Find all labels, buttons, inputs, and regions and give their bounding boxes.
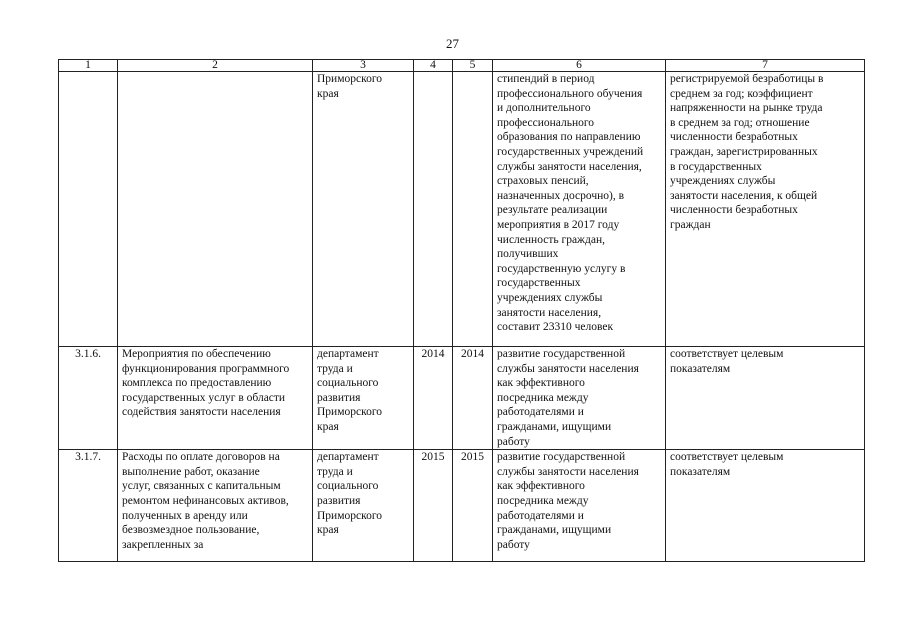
cell-text-line: работодателями и	[497, 509, 584, 522]
cell-indicator-link	[666, 450, 865, 562]
cell-text-line: составит 23310 человек	[497, 321, 614, 334]
cell-text-line: профессионального	[497, 116, 595, 129]
column-header-4: 4	[414, 60, 453, 72]
cell-text-line: труда и	[317, 465, 353, 478]
cell-text-line: департамент	[317, 348, 379, 360]
cell-text-line: образования по направлению	[497, 131, 641, 144]
cell-end-year	[453, 72, 493, 347]
cell-text-line: развитие государственной	[497, 451, 626, 464]
cell-text-line: Приморского	[317, 73, 383, 85]
cell-text-line: государственных учреждений	[497, 145, 644, 158]
cell-text-line: мероприятия в 2017 году	[497, 218, 620, 231]
cell-text-line: страховых пенсий,	[497, 175, 589, 188]
cell-text-line: численности безработных	[670, 131, 798, 144]
cell-text-line: развития	[317, 391, 361, 404]
cell-text-line: департамент	[317, 451, 379, 464]
cell-text-line: численность граждан,	[497, 233, 605, 246]
cell-number: 3.1.6.	[59, 347, 118, 450]
column-header-3: 3	[313, 60, 414, 72]
cell-text-line: содействия занятости населения	[122, 406, 281, 419]
column-number-header	[59, 60, 865, 72]
page-number: 27	[446, 36, 459, 51]
cell-indicator-link	[666, 72, 865, 347]
program-measures-table	[58, 59, 865, 562]
cell-text-line: Приморского	[317, 509, 383, 522]
cell-text-line: как эффективного	[497, 377, 585, 390]
cell-expected-result	[493, 72, 666, 347]
cell-text-line: показателям	[670, 465, 731, 478]
cell-text-line: как эффективного	[497, 480, 585, 493]
cell-text-line: напряженности на рынке труда	[670, 102, 823, 115]
cell-text-line: учреждениях службы	[497, 291, 603, 304]
cell-text-line: государственных	[497, 277, 581, 290]
cell-start-year: 2015	[414, 450, 453, 562]
cell-measure-name	[118, 72, 313, 347]
cell-text-line: соответствует целевым	[670, 451, 784, 464]
cell-start-year	[414, 72, 453, 347]
cell-end-year: 2015	[453, 450, 493, 562]
cell-text-line: в среднем за год; отношение	[670, 116, 810, 129]
cell-text-line: показателям	[670, 362, 731, 375]
table-row-3-1-7	[59, 450, 865, 562]
cell-text-line: комплекса по предоставлению	[122, 377, 272, 390]
cell-measure-name	[118, 450, 313, 562]
cell-start-year: 2014	[414, 347, 453, 450]
cell-text-line: функционирования программного	[122, 362, 290, 375]
cell-text-line: безвозмездное пользование,	[122, 524, 260, 537]
cell-text-line: учреждениях службы	[670, 175, 776, 188]
column-header-2: 2	[118, 60, 313, 72]
cell-executor	[313, 72, 414, 347]
cell-text-line: государственную услугу в	[497, 262, 626, 275]
cell-text-line: назначенных досрочно), в	[497, 189, 625, 202]
cell-text-line: службы занятости населения	[497, 465, 639, 478]
cell-text-line: результате реализации	[497, 204, 608, 217]
cell-text-line: Приморского	[317, 406, 383, 419]
cell-text-line: работодателями и	[497, 406, 584, 419]
cell-executor	[313, 347, 414, 450]
cell-text-line: службы занятости населения,	[497, 160, 642, 173]
cell-text-line: государственных услуг в области	[122, 391, 286, 404]
cell-number	[59, 72, 118, 347]
cell-text-line: профессионального обучения	[497, 87, 643, 100]
cell-text-line: Расходы по оплате договоров на	[122, 451, 280, 464]
cell-text-line: закрепленных за	[122, 538, 204, 551]
cell-text-line: ремонтом нефинансовых активов,	[122, 494, 289, 507]
cell-text-line: Мероприятия по обеспечению	[122, 348, 271, 360]
cell-text-line: края	[317, 420, 339, 433]
cell-text-line: развитие государственной	[497, 348, 626, 360]
cell-text-line: развития	[317, 494, 361, 507]
cell-text-line: среднем за год; коэффициент	[670, 87, 813, 100]
table-row-3-1-6	[59, 347, 865, 450]
table-row-continuation	[59, 72, 865, 347]
cell-text-line: граждан	[670, 218, 711, 231]
cell-text-line: посредника между	[497, 494, 589, 507]
cell-text-line: гражданами, ищущими	[497, 420, 612, 433]
cell-text-line: края	[317, 87, 339, 100]
cell-measure-name	[118, 347, 313, 450]
cell-text-line: получивших	[497, 248, 559, 261]
cell-text-line: службы занятости населения	[497, 362, 639, 375]
column-header-6: 6	[493, 60, 666, 72]
column-header-7: 7	[666, 60, 865, 72]
cell-text-line: труда и	[317, 362, 353, 375]
cell-text-line: стипендий в период	[497, 73, 595, 85]
cell-end-year: 2014	[453, 347, 493, 450]
cell-text-line: работу	[497, 538, 530, 551]
cell-text-line: края	[317, 524, 339, 537]
cell-text-line: и дополнительного	[497, 102, 591, 115]
cell-text-line: граждан, зарегистрированных	[670, 145, 818, 158]
cell-text-line: услуг, связанных с капитальным	[122, 480, 281, 493]
cell-expected-result	[493, 347, 666, 450]
column-header-1: 1	[59, 60, 118, 72]
cell-text-line: занятости населения,	[497, 306, 602, 319]
cell-executor	[313, 450, 414, 562]
cell-text-line: посредника между	[497, 391, 589, 404]
cell-number: 3.1.7.	[59, 450, 118, 562]
cell-text-line: гражданами, ищущими	[497, 524, 612, 537]
cell-text-line: работу	[497, 435, 530, 448]
cell-expected-result	[493, 450, 666, 562]
cell-text-line: регистрируемой безработицы в	[670, 73, 824, 85]
cell-text-line: выполнение работ, оказание	[122, 465, 260, 478]
cell-text-line: занятости населения, к общей	[670, 189, 818, 202]
cell-text-line: социального	[317, 480, 379, 493]
cell-text-line: в государственных	[670, 160, 762, 173]
cell-indicator-link	[666, 347, 865, 450]
cell-text-line: численности безработных	[670, 204, 798, 217]
cell-text-line: социального	[317, 377, 379, 390]
cell-text-line: соответствует целевым	[670, 348, 784, 360]
cell-text-line: полученных в аренду или	[122, 509, 248, 522]
column-header-5: 5	[453, 60, 493, 72]
